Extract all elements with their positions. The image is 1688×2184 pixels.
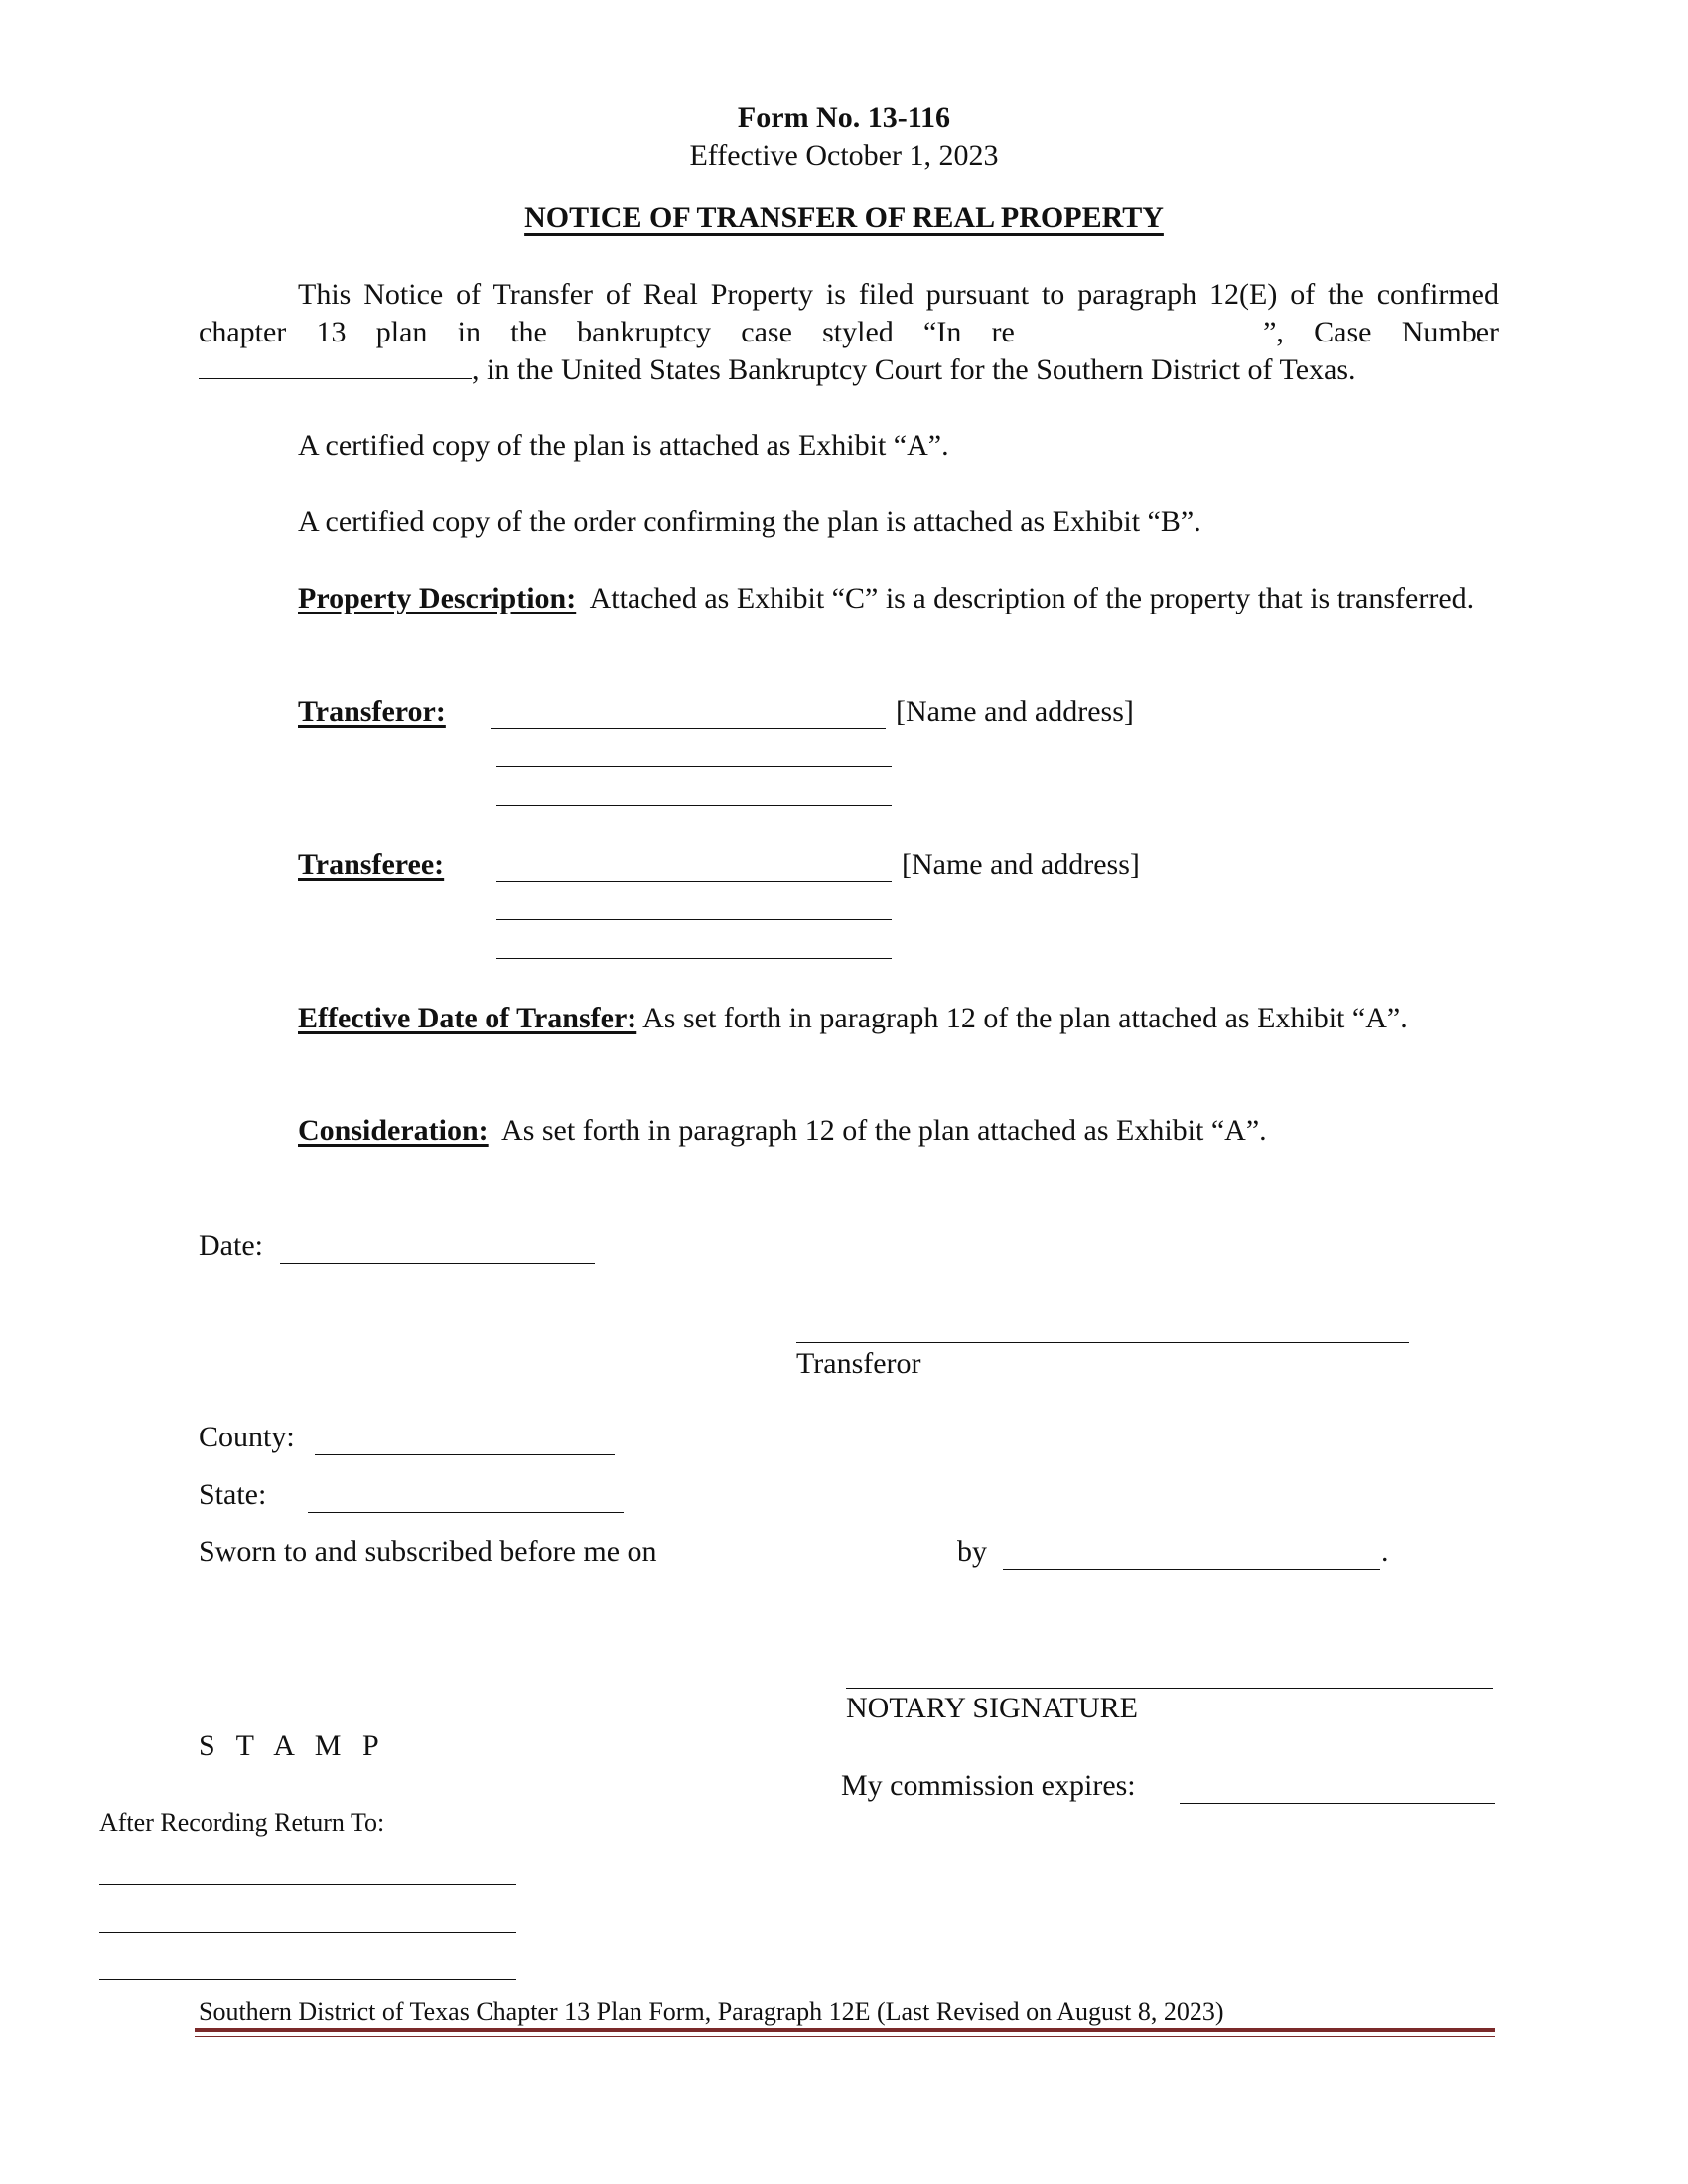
intro-text-1: This Notice of Transfer of Real Property is filed pursuant to paragraph 12(E) of the confirmed chapter 13 plan in the bankruptcy case styled “In re <box>199 278 1499 348</box>
footer-rule-thin <box>195 2036 1495 2037</box>
date-blank[interactable] <box>280 1263 595 1264</box>
notary-signature-caption: NOTARY SIGNATURE <box>846 1692 1138 1724</box>
property-text: Attached as Exhibit “C” is a description of the property that is transferred. <box>589 582 1475 614</box>
page-title: NOTICE OF TRANSFER OF REAL PROPERTY <box>524 202 1164 234</box>
commission-label: My commission expires: <box>841 1769 1136 1802</box>
by-period: . <box>1381 1535 1389 1568</box>
effective-date-label: Effective Date of Transfer: <box>298 1002 637 1034</box>
in-re-blank[interactable] <box>1045 340 1263 341</box>
consideration-section <box>298 1114 1267 1148</box>
stamp-label: S T A M P <box>199 1729 379 1762</box>
date-label: Date: <box>199 1229 263 1262</box>
county-label: County: <box>199 1421 295 1453</box>
exhibit-b-text: A certified copy of the order confirming the plan is attached as Exhibit “B”. <box>298 505 1201 538</box>
transferor-hint: [Name and address] <box>896 695 1134 728</box>
consideration-label: Consideration: <box>298 1114 489 1147</box>
transferee-line-3[interactable] <box>496 958 892 959</box>
transferor-label: Transferor: <box>298 695 446 728</box>
county-blank[interactable] <box>315 1454 615 1455</box>
effective-date-section <box>298 1000 1499 1037</box>
commission-blank[interactable] <box>1180 1803 1495 1804</box>
transferee-hint: [Name and address] <box>902 848 1140 881</box>
transferor-line-3[interactable] <box>496 805 892 806</box>
property-description <box>298 580 1499 617</box>
footer-text: Southern District of Texas Chapter 13 Plan Form, Paragraph 12E (Last Revised on August 8, 2023) <box>199 1997 1224 2026</box>
intro-text-2: ”, Case Number <box>1263 316 1499 348</box>
form-number: Form No. 13-116 <box>737 101 951 134</box>
property-label: Property Description: <box>298 582 577 614</box>
state-blank[interactable] <box>308 1512 624 1513</box>
consideration-text: As set forth in paragraph 12 of the plan attached as Exhibit “A”. <box>501 1114 1267 1147</box>
state-label: State: <box>199 1478 267 1511</box>
transferor-signature-caption: Transferor <box>796 1347 921 1380</box>
intro-paragraph <box>199 276 1499 389</box>
transferor-line-2[interactable] <box>496 766 892 767</box>
transferee-line-2[interactable] <box>496 919 892 920</box>
footer-rule-thick <box>195 2028 1495 2032</box>
return-to-line-1[interactable] <box>99 1884 516 1885</box>
return-to-line-2[interactable] <box>99 1932 516 1933</box>
by-label: by <box>957 1535 987 1568</box>
case-number-blank[interactable] <box>199 377 472 379</box>
return-to-label: After Recording Return To: <box>99 1808 385 1837</box>
transferee-line-1[interactable] <box>496 881 892 882</box>
sworn-label: Sworn to and subscribed before me on <box>199 1535 657 1568</box>
exhibit-a-text: A certified copy of the plan is attached as Exhibit “A”. <box>298 429 949 462</box>
notary-signature-line[interactable] <box>846 1688 1493 1689</box>
effective-date-header: Effective October 1, 2023 <box>689 139 999 172</box>
transferor-line-1[interactable] <box>491 728 886 729</box>
effective-date-text: As set forth in paragraph 12 of the plan attached as Exhibit “A”. <box>642 1002 1408 1034</box>
transferor-signature-line[interactable] <box>796 1342 1409 1343</box>
return-to-line-3[interactable] <box>99 1979 516 1980</box>
transferee-label: Transferee: <box>298 848 445 881</box>
intro-text-3: , in the United States Bankruptcy Court for the Southern District of Texas. <box>472 353 1356 386</box>
by-blank[interactable] <box>1003 1569 1380 1570</box>
